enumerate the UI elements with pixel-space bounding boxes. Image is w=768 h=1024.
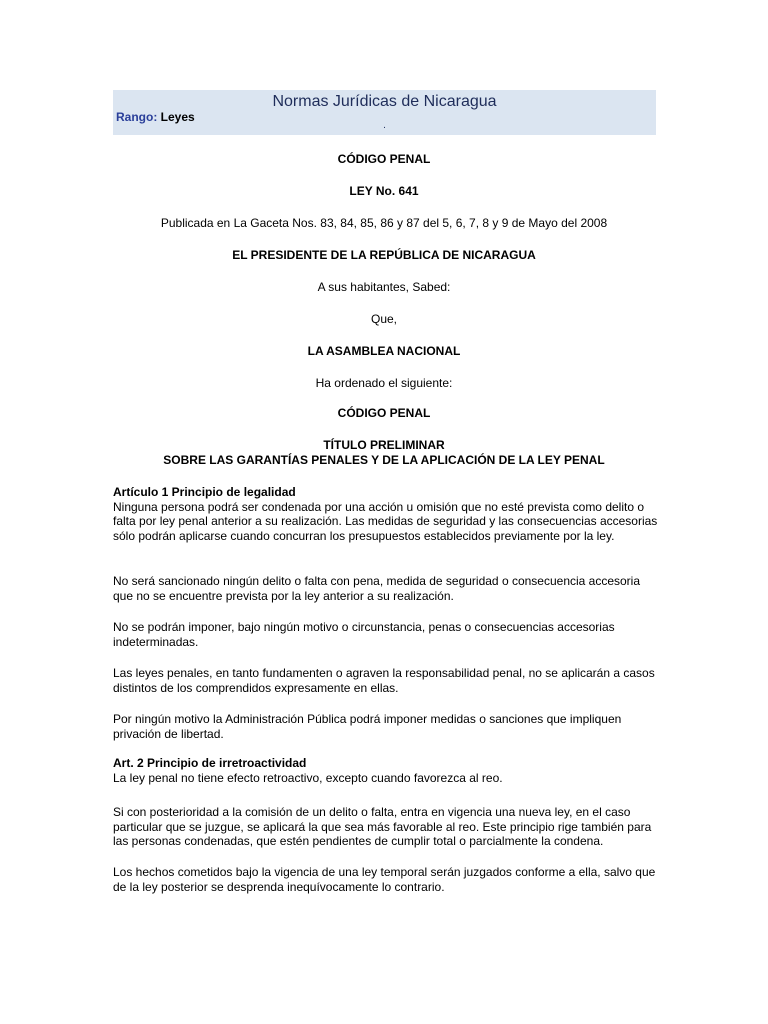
ordered-line: Ha ordenado el siguiente: [315,376,453,390]
article-1-paragraph-4: Las leyes penales, en tanto fundamenten o agraven la responsabilidad penal, no se aplicarán a casos distintos de los comprendidos expresamente en ellas. [113,666,655,695]
rank-value: Leyes [160,110,195,124]
assembly-heading: LA ASAMBLEA NACIONAL [307,344,461,358]
code-title: CÓDIGO PENAL [337,152,431,166]
article-2 [113,756,658,785]
article-1-paragraph-3: No se podrán imponer, bajo ningún motivo o circunstancia, penas o consecuencias accesorias indeterminadas. [113,620,615,649]
article-1 [113,485,658,543]
banner-dot: . [383,120,386,131]
article-2-paragraph-2: Si con posterioridad a la comisión de un delito o falta, entra en vigencia una nueva ley, en el caso particular que se juzgue, se aplicará la que sea más favorable al reo. Este principio rige también para las personas condenadas, que estén pendientes de cumplir total o parcialmente la condena. [113,805,652,848]
rank-label: Rango: [116,110,158,124]
president-heading: EL PRESIDENTE DE LA REPÚBLICA DE NICARAGUA [232,248,536,262]
page-title: Normas Jurídicas de Nicaragua [272,93,497,110]
code-title-2: CÓDIGO PENAL [337,406,431,420]
preliminary-title: TÍTULO PRELIMINAR [323,438,445,452]
article-1-paragraph-5: Por ningún motivo la Administración Pública podrá imponer medidas o sanciones que impliquen privación de libertad. [113,712,622,741]
que-line: Que, [370,312,397,326]
article-1-paragraph-1: Ninguna persona podrá ser condenada por una acción u omisión que no esté prevista como delito o falta por ley penal anterior a su realización. Las medidas de seguridad y las consecuencias accesorias sólo podrán aplicarse cuando concurran los presupuestos establecidos previamente por la ley. [113,499,658,543]
article-1-paragraph-2: No será sancionado ningún delito o falta con pena, medida de seguridad o consecuencia accesoria que no se encuentre prevista por la ley anterior a su realización. [113,574,641,603]
header-banner [113,90,656,135]
article-2-paragraph-3: Los hechos cometidos bajo la vigencia de una ley temporal serán juzgados conforme a ella, salvo que de la ley posterior se desprenda inequívocamente lo contrario. [113,865,656,894]
preliminary-subtitle: SOBRE LAS GARANTÍAS PENALES Y DE LA APLICACIÓN DE LA LEY PENAL [163,453,605,467]
article-1-heading: Artículo 1 Principio de legalidad [113,485,296,499]
article-2-heading: Art. 2 Principio de irretroactividad [113,756,307,770]
inhabitants-line: A sus habitantes, Sabed: [317,280,451,294]
publication-note: Publicada en La Gaceta Nos. 83, 84, 85, 86 y 87 del 5, 6, 7, 8 y 9 de Mayo del 2008 [160,216,608,230]
article-2-paragraph-1: La ley penal no tiene efecto retroactivo, excepto cuando favorezca al reo. [113,770,503,785]
law-number: LEY No. 641 [349,184,419,198]
